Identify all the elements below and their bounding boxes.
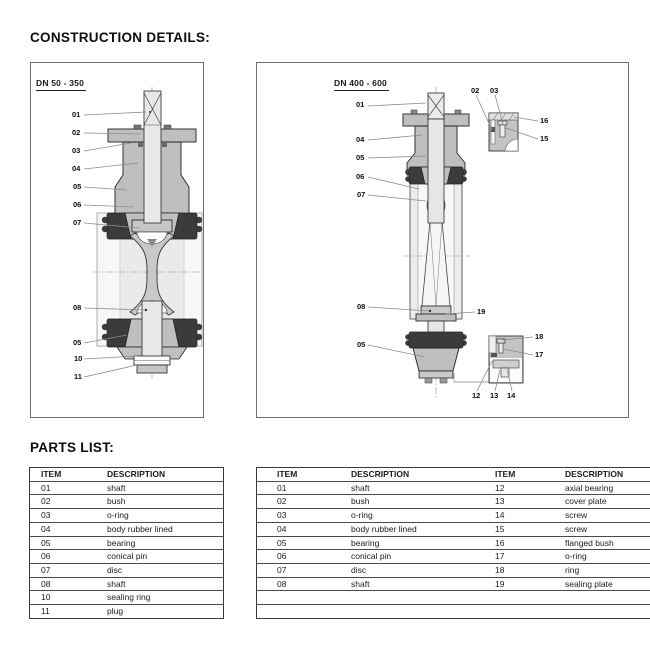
table-row — [30, 563, 224, 577]
callout-05: 05 — [356, 153, 365, 162]
table-row — [30, 509, 224, 523]
table-row — [30, 577, 224, 591]
description-cell: screw — [565, 523, 588, 534]
callout-10: 10 — [74, 354, 83, 363]
description-cell: bearing — [351, 537, 380, 548]
valve-drawing-dn400-600 — [257, 63, 628, 417]
empty-cell — [257, 605, 338, 619]
table-header-row — [30, 468, 224, 482]
description-cell: disc — [107, 564, 123, 575]
callout-03: 03 — [72, 146, 81, 155]
item-header: ITEM — [277, 469, 298, 479]
table-header-row — [257, 468, 650, 482]
description-cell: shaft — [107, 578, 126, 589]
description-cell: conical pin — [107, 551, 148, 562]
item-cell: 05 — [41, 537, 51, 548]
callout-11: 11 — [74, 372, 82, 381]
item-cell: 06 — [277, 551, 287, 562]
construction-details-title: CONSTRUCTION DETAILS: — [30, 30, 211, 45]
item-cell: 06 — [41, 551, 51, 562]
description-cell: o-ring — [351, 510, 373, 521]
item-cell: 07 — [277, 564, 287, 575]
item-cell: 12 — [495, 482, 505, 493]
item-cell: 02 — [41, 496, 51, 507]
callout-12: 12 — [472, 391, 481, 400]
empty-cell — [337, 605, 478, 619]
item-cell: 02 — [277, 496, 287, 507]
description-cell: body rubber lined — [107, 523, 173, 534]
callout-15: 15 — [540, 134, 549, 143]
description-cell: cover plate — [565, 496, 607, 507]
description-cell: sealing ring — [107, 592, 151, 603]
variant-label-dn50-350: DN 50 - 350 — [36, 78, 86, 91]
description-cell: axial bearing — [565, 482, 614, 493]
table-row — [257, 550, 650, 564]
item-cell: 08 — [277, 578, 287, 589]
detail-inset-top — [489, 113, 518, 151]
item-cell: 18 — [495, 564, 505, 575]
callout-16: 16 — [540, 116, 549, 125]
description-cell: ring — [565, 564, 580, 575]
table-row — [257, 509, 650, 523]
empty-cell — [555, 605, 650, 619]
table-row — [30, 495, 224, 509]
detail-inset-bottom — [489, 336, 523, 383]
empty-cell — [257, 591, 338, 605]
callout-13: 13 — [490, 391, 499, 400]
item-cell: 17 — [495, 551, 505, 562]
table-row-empty — [257, 591, 650, 605]
callout-02: 02 — [72, 128, 81, 137]
table-row — [257, 577, 650, 591]
item-cell: 04 — [41, 523, 51, 534]
callout-05: 05 — [73, 182, 82, 191]
empty-cell — [478, 605, 555, 619]
description-header: DESCRIPTION — [107, 469, 166, 479]
table-row — [30, 550, 224, 564]
table-row — [30, 536, 224, 550]
callout-17: 17 — [535, 350, 544, 359]
callout-03: 03 — [490, 86, 499, 95]
table-row — [257, 495, 650, 509]
item-cell: 14 — [495, 510, 505, 521]
description-header: DESCRIPTION — [351, 469, 410, 479]
table-row — [30, 591, 224, 605]
empty-cell — [337, 591, 478, 605]
item-header: ITEM — [495, 469, 516, 479]
callout-18: 18 — [535, 332, 544, 341]
parts-table-right — [256, 467, 650, 619]
diagram-panel-dn50-350 — [30, 62, 204, 418]
table-row-empty — [257, 605, 650, 619]
description-cell: o-ring — [107, 510, 129, 521]
description-cell: o-ring — [565, 551, 587, 562]
table-row — [257, 536, 650, 550]
parts-list-title: PARTS LIST: — [30, 440, 115, 455]
callout-04: 04 — [356, 135, 365, 144]
callout-06: 06 — [73, 200, 82, 209]
callout-14: 14 — [507, 391, 516, 400]
description-cell: disc — [351, 564, 367, 575]
item-cell: 16 — [495, 537, 505, 548]
callout-07: 07 — [357, 190, 366, 199]
valve-drawing-dn50-350 — [31, 63, 203, 417]
empty-cell — [555, 591, 650, 605]
description-cell: bearing — [107, 537, 136, 548]
item-cell: 03 — [277, 510, 287, 521]
description-cell: shaft — [351, 482, 370, 493]
item-cell: 01 — [277, 482, 287, 493]
callout-02: 02 — [471, 86, 480, 95]
item-cell: 01 — [41, 482, 51, 493]
table-row — [257, 522, 650, 536]
table-row — [257, 481, 650, 495]
description-cell: shaft — [107, 482, 126, 493]
description-cell: flanged bush — [565, 537, 614, 548]
description-cell: plug — [107, 606, 124, 617]
table-row — [257, 563, 650, 577]
table-row — [30, 605, 224, 619]
diagram-panel-dn400-600 — [256, 62, 629, 418]
callout-05-lower: 05 — [357, 340, 366, 349]
parts-table-left — [29, 467, 224, 619]
item-cell: 13 — [495, 496, 505, 507]
item-cell: 19 — [495, 578, 505, 589]
callout-01: 01 — [356, 100, 365, 109]
callout-07: 07 — [73, 218, 82, 227]
callout-06: 06 — [356, 172, 365, 181]
empty-cell — [478, 591, 555, 605]
item-cell: 04 — [277, 523, 287, 534]
callout-08: 08 — [73, 303, 82, 312]
description-cell: body rubber lined — [351, 523, 417, 534]
item-cell: 03 — [41, 510, 51, 521]
description-cell: screw — [565, 510, 588, 521]
item-cell: 11 — [41, 606, 50, 617]
variant-label-dn400-600: DN 400 - 600 — [334, 78, 389, 91]
description-cell: bush — [107, 496, 126, 507]
callout-04: 04 — [72, 164, 81, 173]
item-cell: 05 — [277, 537, 287, 548]
description-header: DESCRIPTION — [565, 469, 624, 479]
item-cell: 07 — [41, 564, 51, 575]
item-cell: 08 — [41, 578, 51, 589]
description-cell: shaft — [351, 578, 370, 589]
description-cell: sealing plate — [565, 578, 613, 589]
callout-05-lower: 05 — [73, 338, 82, 347]
item-cell: 15 — [495, 523, 505, 534]
table-row — [30, 481, 224, 495]
description-cell: conical pin — [351, 551, 392, 562]
item-cell: 10 — [41, 592, 51, 603]
item-header: ITEM — [41, 469, 62, 479]
description-cell: bush — [351, 496, 370, 507]
callout-19: 19 — [477, 307, 486, 316]
callout-08: 08 — [357, 302, 366, 311]
callout-01: 01 — [72, 110, 81, 119]
table-row — [30, 522, 224, 536]
